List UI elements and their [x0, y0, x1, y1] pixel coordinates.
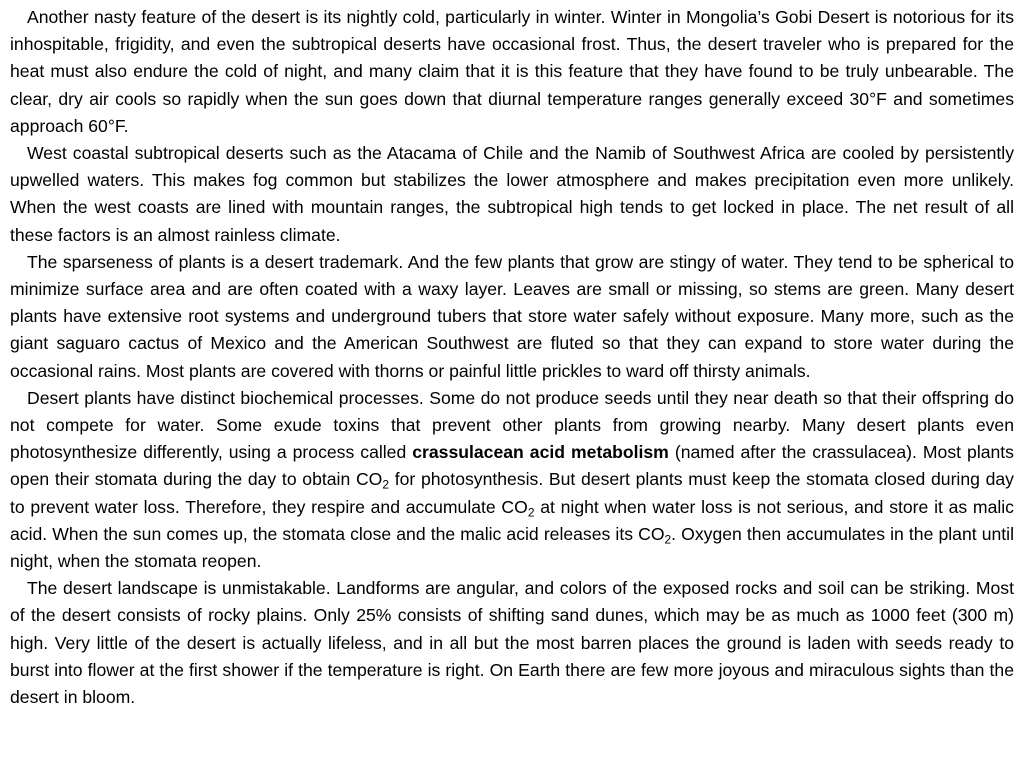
text-segment: for photosynthesis. But desert plants must keep the stomata closed during day to prevent water loss. Therefore, they respire and accumulate CO — [10, 469, 1014, 517]
paragraph-desert-landscape: The desert landscape is unmistakable. Landforms are angular, and colors of the exposed rocks and soil can be striking. Most of the desert consists of rocky plains. Only 25% consists of shifting sand dunes, which may be as much as 1000 feet (300 m) high. Very little of the desert is actually lifeless, and in all but the most barren places the ground is laden with seeds ready to burst into flower at the first shower if the temperature is right. On Earth there are few more joyous and miraculous sights than the desert in bloom. — [10, 578, 1014, 708]
text-segment: . Oxygen then accumulates in the plant until night, when the stomata reopen. — [10, 523, 1014, 572]
paragraph-biochemical-processes — [10, 385, 1014, 575]
paragraph-desert-plants: The sparseness of plants is a desert trademark. And the few plants that grow are stingy of water. They tend to be spherical to minimize surface area and are often coated with a waxy layer. Leaves are small or missing, so stems are green. Many desert plants have extensive root systems and underground tubers that store water safely without exposure. Many more, such as the giant saguaro cactus of Mexico and the American Southwest are fluted so that they can expand to store water during the occasional rains. Most plants are covered with thorns or painful little prickles to ward off thirsty animals. — [10, 251, 1014, 381]
text-segment: (named after the crassulacea). Most plants open their stomata during the day to obtain CO — [10, 442, 1014, 490]
text-segment: Desert plants have distinct biochemical processes. Some do not produce seeds until they near death so that their offspring do not compete for water. Some exude toxins that prevent other plants from growing nearby. Many desert plants even photosynthesize differently, using a process called — [10, 387, 1014, 463]
paragraph-nightly-cold: Another nasty feature of the desert is its nightly cold, particularly in winter. Winter in Mongolia’s Gobi Desert is notorious for its inhospitable, frigidity, and even the subtropical deserts have occasional frost. Thus, the desert traveler who is prepared for the heat must also endure the cold of night, and many claim that it is this feature that they have found to be truly unbearable. The clear, dry air cools so rapidly when the sun goes down that diurnal temperature ranges generally exceed 30°F and sometimes approach 60°F. — [10, 7, 1014, 136]
text-segment: at night when water loss is not serious, and store it as malic acid. When the sun comes up, the stomata close and the malic acid releases its CO — [10, 496, 1014, 544]
document-body — [10, 4, 1014, 711]
bold-term: crassulacean acid metabolism — [412, 442, 669, 463]
subscript: 2 — [382, 478, 389, 493]
subscript: 2 — [527, 505, 535, 520]
subscript: 2 — [664, 532, 672, 547]
paragraph-west-coastal-deserts: West coastal subtropical deserts such as the Atacama of Chile and the Namib of Southwest Africa are cooled by persistently upwelled waters. This makes fog common but stabilizes the lower atmosphere and makes precipitation even more unlikely. When the west coasts are lined with mountain ranges, the subtropical high tends to get locked in place. The net result of all these factors is an almost rainless climate. — [10, 143, 1014, 245]
